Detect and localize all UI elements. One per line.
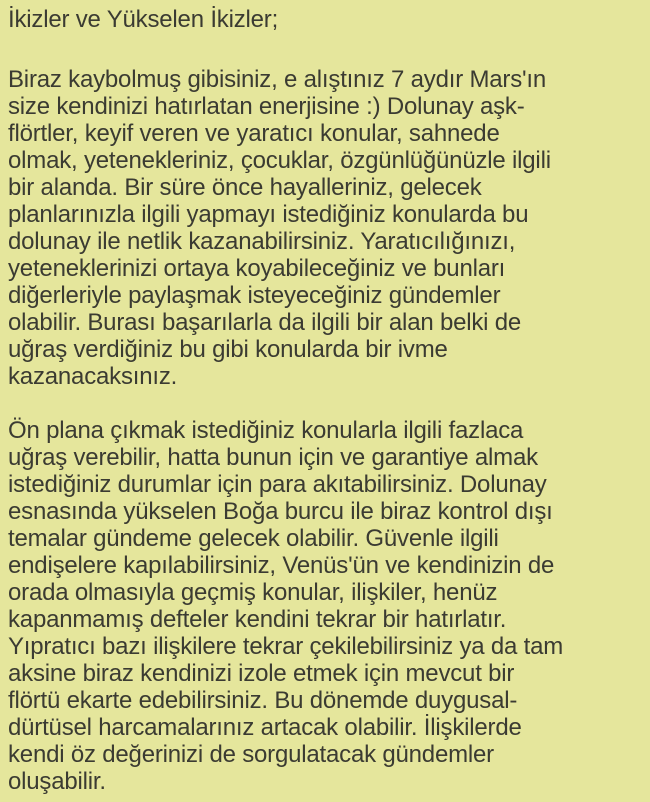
text-line: size kendinizi hatırlatan enerjisine :) Dolunay aşk- bbox=[8, 93, 525, 120]
text-line: uğraş verebilir, hatta bunun için ve garantiye almak bbox=[8, 444, 538, 471]
text-line: planlarınızla ilgili yapmayı istediğiniz konularda bu bbox=[8, 201, 529, 228]
text-line: istediğiniz durumlar için para akıtabilirsiniz. Dolunay bbox=[8, 471, 547, 498]
text-line: orada olmasıyla geçmiş konular, ilişkiler, henüz bbox=[8, 579, 498, 606]
text-line: Yıpratıcı bazı ilişkilere tekrar çekilebilirsiniz ya da tam bbox=[8, 633, 564, 660]
text-line: olmak, yetenekleriniz, çocuklar, özgünlüğünüzle ilgili bbox=[8, 147, 551, 174]
text-line: diğerleriyle paylaşmak isteyeceğiniz gündemler bbox=[8, 282, 501, 309]
page-title: İkizler ve Yükselen İkizler; bbox=[8, 6, 279, 33]
text-line: bir alanda. Bir süre önce hayalleriniz, gelecek bbox=[8, 174, 482, 201]
text-line: Biraz kaybolmuş gibisiniz, e alıştınız 7 aydır Mars'ın bbox=[8, 66, 546, 93]
text-line: uğraş verdiğiniz bu gibi konularda bir ivme bbox=[8, 336, 448, 363]
text-line: kapanmamış defteler kendini tekrar bir hatırlatır. bbox=[8, 606, 507, 633]
text-line: oluşabilir. bbox=[8, 768, 106, 795]
text-line: flörtü ekarte edebilirsiniz. Bu dönemde duygusal- bbox=[8, 687, 518, 714]
body-text bbox=[8, 66, 644, 795]
text-line: olabilir. Burası başarılarla da ilgili bir alan belki de bbox=[8, 309, 522, 336]
text-line: temalar gündeme gelecek olabilir. Güvenle ilgili bbox=[8, 525, 499, 552]
text-line: kendi öz değerinizi de sorgulatacak gündemler bbox=[8, 741, 494, 768]
text-line: flörtler, keyif veren ve yaratıcı konular, sahnede bbox=[8, 120, 500, 147]
text-line: endişelere kapılabilirsiniz, Venüs'ün ve kendinizin de bbox=[8, 552, 555, 579]
text-line: kazanacaksınız. bbox=[8, 363, 178, 390]
text-line: esnasında yükselen Boğa burcu ile biraz kontrol dışı bbox=[8, 498, 553, 525]
text-line: yeteneklerinizi ortaya koyabileceğiniz ve bunları bbox=[8, 255, 506, 282]
text-line: Ön plana çıkmak istediğiniz konularla ilgili fazlaca bbox=[8, 417, 524, 444]
text-line: dürtüsel harcamalarınız artacak olabilir. İlişkilerde bbox=[8, 714, 522, 741]
text-line: aksine biraz kendinizi izole etmek için mevcut bir bbox=[8, 660, 515, 687]
paragraph bbox=[8, 66, 644, 390]
paragraph bbox=[8, 417, 644, 795]
text-line: dolunay ile netlik kazanabilirsiniz. Yaratıcılığınızı, bbox=[8, 228, 516, 255]
